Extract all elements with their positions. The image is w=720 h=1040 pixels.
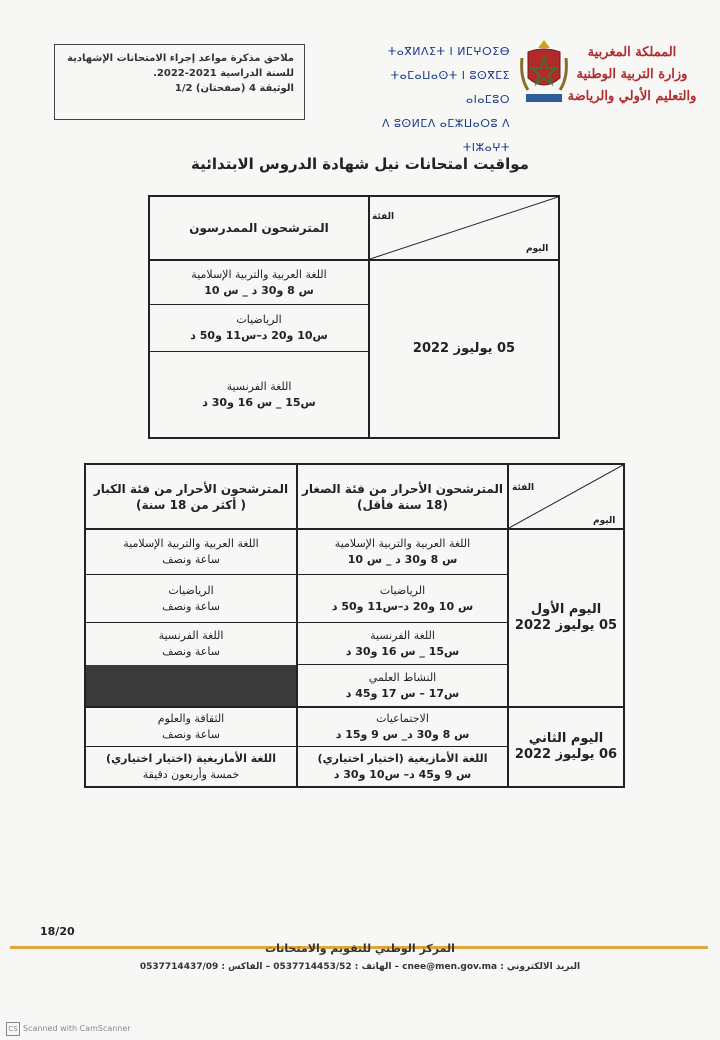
table-row: الثقافة والعلوم ساعة ونصف [157, 712, 225, 741]
table-row: الرياضيات س 10 و20 د–س11 و50 د [331, 583, 474, 613]
ministry-name-arabic: المملكة المغربية وزارة التربية الوطنية والتعليم الأولي والرياضة [567, 45, 697, 104]
table-row: اللغة الفرنسية س15 _ س 16 و30 د [202, 379, 316, 409]
table-row: اللغة العربية والتربية الإسلامية س 8 و30 د _ س 10 [191, 267, 327, 297]
reference-line: للسنة الدراسية 2021-2022. [153, 68, 294, 79]
camscanner-icon: CS [6, 1022, 20, 1036]
day-two-label: اليوم الثاني 06 يوليوز 2022 [514, 731, 618, 762]
table-row: الاجتماعيات س 8 و30 د_ س 9 و15 د [335, 712, 470, 741]
table-row: اللغة العربية والتربية الإسلامية ساعة ونصف [123, 537, 259, 566]
reference-line: الوثيقة 4 (صفحتان) 1/2 [174, 83, 294, 94]
table-row: اللغة الفرنسية س15 _ س 16 و30 د [345, 628, 460, 658]
corner-label-day: اليوم [526, 244, 549, 254]
table-row: الرياضيات س10 و20 د–س11 و50 د [190, 313, 328, 342]
column-header-schooled: المترشحون الممدرسون [189, 221, 329, 235]
corner-label-category: الفئة [512, 483, 535, 493]
table-row: اللغة العربية والتربية الإسلامية س 8 و30 د _ س 10 [334, 537, 471, 566]
table-row: الرياضيات ساعة ونصف [162, 583, 220, 613]
table-row: اللغة الفرنسية ساعة ونصف [158, 628, 224, 658]
day-one-label: اليوم الأول 05 يوليوز 2022 [514, 602, 618, 633]
document-reference-box [54, 44, 305, 120]
column-header-adult: المترشحون الأحرار من فئة الكبار ( أكثر من 18 سنة) [93, 481, 289, 512]
coat-of-arms-icon [520, 38, 568, 108]
page-number: 18/20 [40, 925, 75, 938]
exam-date: 05 يوليوز 2022 [412, 341, 516, 356]
table-row: اللغة الأمازيغية (اختيار اختياري) خمسة وأربعون دقيقة [106, 751, 276, 781]
corner-label-day: اليوم [593, 516, 616, 526]
table-row: النشاط العلمي س17 – س 17 و45 د [345, 670, 460, 700]
table-row: اللغة الأمازيغية (اختيار اختياري) س 9 و45 د– س10 و30 د [317, 751, 488, 781]
column-header-young: المترشحون الأحرار من فئة الصغار (18 سنة فأقل) [301, 481, 504, 512]
reference-line: ملاحق مذكرة مواعد إجراء الامتحانات الإشهادية [67, 53, 294, 64]
scanner-watermark: CS Scanned with CamScanner [6, 1022, 131, 1036]
footer-contact: البريد الالكتروني : cnee@men.gov.ma – الهاتف : 0537714453/52 – الفاكس : 0537714437/09 [139, 962, 581, 972]
corner-label-category: الفئة [372, 212, 395, 222]
page-title: مواقيت امتحانات نيل شهادة الدروس الابتدائية [191, 155, 529, 173]
ministry-name-tifinagh: ⵜⴰⴳⵍⴷⵉⵜ ⵏ ⵍⵎⵖⵔⵉⴱ ⵜⴰⵎⴰⵡⴰⵙⵜ ⵏ ⵓⵙⴳⵎⵉ ⴰⵏⴰⵎⵓⵔ ⴷ ⵓⵙⵍⵎⴷ ⴰⵎⵣⵡⴰⵔⵓ ⴷ ⵜⵏⵣⴰⵖⵜ [381, 45, 510, 154]
footer-organization: المركز الوطني للتقويم والامتحانات [265, 942, 455, 955]
empty-shaded-cell [86, 665, 296, 706]
